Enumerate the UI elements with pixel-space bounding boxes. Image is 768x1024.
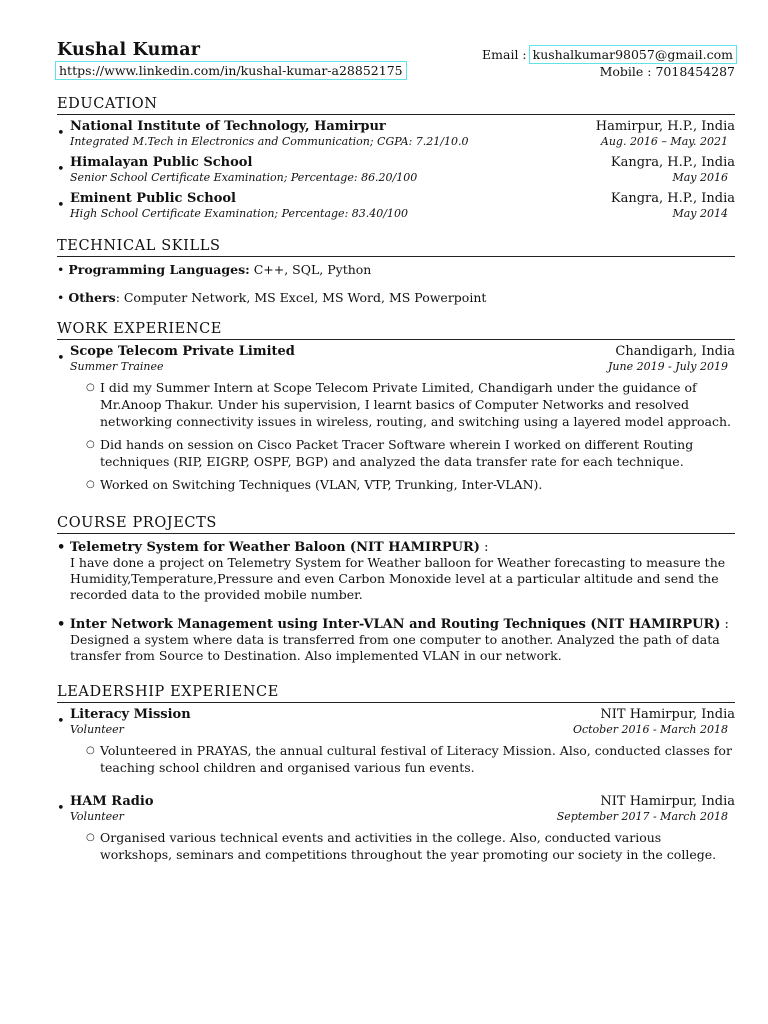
school-location: Hamirpur, H.P., India [595, 119, 735, 134]
work-bullets [70, 379, 735, 493]
work-bullet: ○ I did my Summer Intern at Scope Telecom Private Limited, Chandigarh under the guidance of Mr.Anoop Thakur. Under his supervision, I learnt basics of Computer Networks and resolved networking connectivity issues in wireless, routing, and switching using a layered model approach. [100, 379, 735, 430]
education-date: Aug. 2016 – May. 2021 [600, 135, 728, 148]
education-entry [57, 155, 735, 186]
project-description: Designed a system where data is transferred from one computer to another. Analyzed the path of data transfer from Source to Destination. Also implemented VLAN in our network. [70, 632, 720, 663]
education-heading: EDUCATION [57, 96, 735, 115]
school-name: • National Institute of Technology, Hamirpur [70, 119, 386, 134]
project-colon: : [479, 540, 489, 555]
project-title: Inter Network Management using Inter-VLAN and Routing Techniques (NIT HAMIRPUR) [69, 617, 721, 632]
email-link[interactable]: kushalkumar98057@gmail.com [532, 47, 733, 62]
mobile-label: Mobile : [599, 64, 652, 79]
leadership-heading: LEADERSHIP EXPERIENCE [57, 684, 735, 703]
project-title-line: • Telemetry System for Weather Baloon (NIT HAMIRPUR) : [57, 540, 489, 555]
project-title-line: • Inter Network Management using Inter-VLAN and Routing Techniques (NIT HAMIRPUR) : [57, 617, 729, 632]
header-left [57, 40, 405, 79]
work-bullet: ○ Did hands on session on Cisco Packet Tracer Software wherein I worked on different Routing techniques (RIP, EIGRP, OSPF, BGP) and analyzed the data transfer rate for each technique. [100, 436, 735, 470]
skill-label: Others [68, 290, 116, 305]
leadership-bullet: ○ Volunteered in PRAYAS, the annual cultural festival of Literacy Mission. Also, conducted classes for teaching school children and organised various fun events. [100, 742, 735, 776]
leadership-date: September 2017 - March 2018 [556, 810, 728, 823]
job-date: June 2019 - July 2019 [607, 360, 728, 373]
org-location: NIT Hamirpur, India [600, 707, 735, 722]
org-name: • Literacy Mission [70, 707, 191, 722]
work-heading: WORK EXPERIENCE [57, 321, 735, 340]
org-location: NIT Hamirpur, India [600, 794, 735, 809]
project-entry [57, 540, 735, 603]
leadership-date: October 2016 - March 2018 [572, 723, 728, 736]
education-entry [57, 119, 735, 150]
email-label: Email : [482, 47, 527, 62]
school-location: Kangra, H.P., India [610, 155, 735, 170]
spacer [57, 782, 735, 794]
leadership-entry [57, 707, 735, 776]
school-location: Kangra, H.P., India [610, 191, 735, 206]
degree-detail: Integrated M.Tech in Electronics and Communication; CGPA: 7.21/10.0 [70, 135, 469, 148]
skill-item: • Others: Computer Network, MS Excel, MS Word, MS Powerpoint [57, 290, 487, 305]
degree-detail: High School Certificate Examination; Percentage: 83.40/100 [70, 207, 408, 220]
org-name: • HAM Radio [70, 794, 154, 809]
work-entry [57, 344, 735, 493]
email-line [482, 46, 735, 63]
project-colon: : [720, 617, 729, 632]
leadership-bullet: ○ Organised various technical events and activities in the college. Also, conducted various workshops, seminars and competitions throughout the year promoting our society in the college. [100, 829, 735, 863]
company-location: Chandigarh, India [615, 344, 735, 359]
skill-value: : Computer Network, MS Excel, MS Word, MS Powerpoint [115, 290, 487, 305]
education-date: May 2014 [672, 207, 728, 220]
school-name: • Himalayan Public School [70, 155, 253, 170]
resume-page [57, 40, 735, 869]
leadership-role: Volunteer [70, 810, 124, 823]
leadership-entry [57, 794, 735, 863]
education-entry [57, 191, 735, 222]
school-name: • Eminent Public School [70, 191, 236, 206]
skill-item: • Programming Languages: C++, SQL, Python [57, 262, 372, 277]
project-description: I have done a project on Telemetry System for Weather balloon for Weather forecasting to measure the Humidity,Temperature,Pressure and even Carbon Monoxide level at a particular altitude and send the recorded data to the provided mobile number. [70, 555, 726, 602]
candidate-name: Kushal Kumar [57, 40, 201, 60]
job-role: Summer Trainee [70, 360, 164, 373]
leadership-bullets [70, 742, 735, 776]
education-list [57, 119, 735, 222]
company-name: • Scope Telecom Private Limited [70, 344, 295, 359]
linkedin-link[interactable]: https://www.linkedin.com/in/kushal-kumar-a28852175 [59, 63, 403, 78]
skill-label: Programming Languages: [68, 262, 250, 277]
project-title: Telemetry System for Weather Baloon (NIT HAMIRPUR) [69, 540, 480, 555]
skills-heading: TECHNICAL SKILLS [57, 238, 735, 257]
project-entry [57, 617, 735, 664]
leadership-role: Volunteer [70, 723, 124, 736]
leadership-bullets [70, 829, 735, 863]
degree-detail: Senior School Certificate Examination; Percentage: 86.20/100 [70, 171, 418, 184]
header [57, 40, 735, 80]
mobile-line [482, 63, 735, 80]
contact-info [482, 46, 735, 80]
education-date: May 2016 [672, 171, 728, 184]
mobile-number: 7018454287 [655, 64, 735, 79]
skill-value: C++, SQL, Python [249, 262, 372, 277]
work-bullet: ○ Worked on Switching Techniques (VLAN, VTP, Trunking, Inter-VLAN). [100, 476, 735, 493]
projects-heading: COURSE PROJECTS [57, 515, 735, 534]
